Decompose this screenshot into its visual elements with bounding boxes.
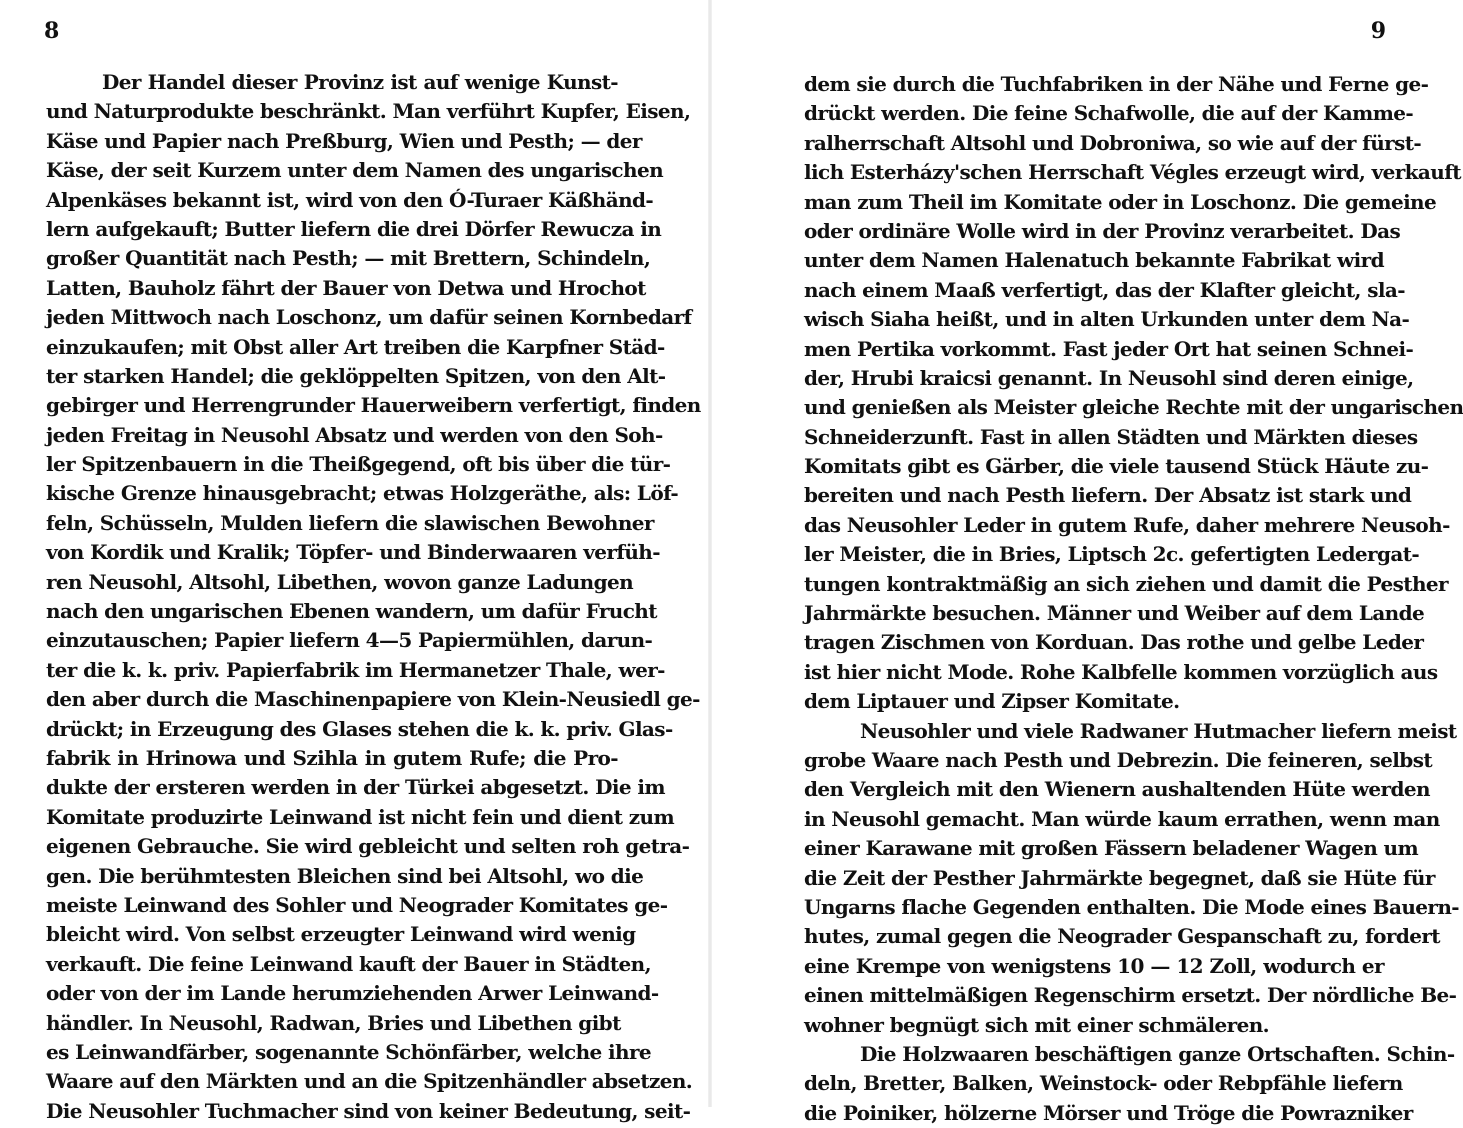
text-line: ren Neusohl, Altsohl, Libethen, wovon ganze Ladungen xyxy=(46,569,634,594)
text-line: nach den ungarischen Ebenen wandern, um dafür Frucht xyxy=(46,599,657,624)
text-line: händler. In Neusohl, Radwan, Bries und Libethen gibt xyxy=(46,1010,621,1035)
text-line: einer Karawane mit großen Fässern beladener Wagen um xyxy=(804,836,1419,861)
text-line: gebirger und Herrengrunder Hauerweibern verfertigt, finden xyxy=(46,393,701,418)
text-line: lich Esterházy'schen Herrschaft Végles erzeugt wird, verkauft xyxy=(804,160,1461,185)
text-line: dukte der ersteren werden in der Türkei abgesetzt. Die im xyxy=(46,775,665,800)
text-line: eine Krempe von wenigstens 10 — 12 Zoll, wodurch er xyxy=(804,953,1384,978)
page-body xyxy=(46,68,701,1126)
text-line: feln, Schüsseln, Mulden liefern die slawischen Bewohner xyxy=(46,510,654,535)
right-page xyxy=(712,0,1463,1125)
text-line: einen mittelmäßigen Regenschirm ersetzt. Der nördliche Be- xyxy=(804,983,1457,1008)
text-line: nach einem Maaß verfertigt, das der Klafter gleicht, sla- xyxy=(804,277,1405,302)
text-line: eigenen Gebrauche. Sie wird gebleicht und selten roh getra- xyxy=(46,834,690,859)
text-line: grobe Waare nach Pesth und Debrezin. Die feineren, selbst xyxy=(804,747,1432,772)
text-line: bleicht wird. Von selbst erzeugter Leinwand wird wenig xyxy=(46,922,636,947)
text-line: ler Spitzenbauern in die Theißgegend, oft bis über die tür- xyxy=(46,452,671,477)
text-line: und genießen als Meister gleiche Rechte mit der ungarischen xyxy=(804,395,1463,420)
text-line: jeden Mittwoch nach Loschonz, um dafür seinen Kornbedarf xyxy=(46,305,692,330)
text-line: tragen Zischmen von Korduan. Das rothe und gelbe Leder xyxy=(804,630,1424,655)
text-line: oder von der im Lande herumziehenden Arwer Leinwand- xyxy=(46,981,659,1006)
text-line: Jahrmärkte besuchen. Männer und Weiber auf dem Lande xyxy=(804,601,1425,626)
text-line: einzutauschen; Papier liefern 4—5 Papiermühlen, darun- xyxy=(46,628,653,653)
text-line: ter die k. k. priv. Papierfabrik im Hermanetzer Thale, wer- xyxy=(46,657,665,682)
text-line: men Pertika vorkommt. Fast jeder Ort hat seinen Schnei- xyxy=(804,336,1414,361)
text-line: von Kordik und Kralik; Töpfer- und Binderwaaren verfüh- xyxy=(46,540,660,565)
text-line: tungen kontraktmäßig an sich ziehen und damit die Pesther xyxy=(804,571,1448,596)
text-line: Die Neusohler Tuchmacher sind von keiner Bedeutung, seit- xyxy=(46,1098,691,1123)
text-line: Komitate produzirte Leinwand ist nicht fein und dient zum xyxy=(46,804,675,829)
text-line: gen. Die berühmtesten Bleichen sind bei Altsohl, wo die xyxy=(46,863,644,888)
text-line: unter dem Namen Halenatuch bekannte Fabrikat wird xyxy=(804,248,1384,273)
text-line: Neusohler und viele Radwaner Hutmacher liefern meist xyxy=(860,718,1457,743)
text-line: verkauft. Die feine Leinwand kauft der Bauer in Städten, xyxy=(46,951,651,976)
text-line: kische Grenze hinausgebracht; etwas Holzgeräthe, als: Löf- xyxy=(46,481,679,506)
text-line: Komitats gibt es Gärber, die viele tausend Stück Häute zu- xyxy=(804,454,1429,479)
text-line: Käse und Papier nach Preßburg, Wien und Pesth; — der xyxy=(46,128,642,153)
text-line: es Leinwandfärber, sogenannte Schönfärber, welche ihre xyxy=(46,1039,652,1064)
text-line: dem sie durch die Tuchfabriken in der Nähe und Ferne ge- xyxy=(804,72,1429,96)
text-line: meiste Leinwand des Sohler und Neograder Komitates ge- xyxy=(46,892,668,917)
text-line: fabrik in Hrinowa und Szihla in gutem Rufe; die Pro- xyxy=(46,745,618,770)
text-line: den aber durch die Maschinenpapiere von Klein-Neusiedl ge- xyxy=(46,687,700,712)
text-line: Alpenkäses bekannt ist, wird von den Ó-Turaer Käßhänd- xyxy=(46,187,654,212)
page-number: 9 xyxy=(1370,18,1386,44)
text-line: man zum Theil im Komitate oder in Loschonz. Die gemeine xyxy=(804,189,1437,214)
text-line: die Zeit der Pesther Jahrmärkte begegnet, daß sie Hüte für xyxy=(804,865,1435,890)
text-line: dem Liptauer und Zipser Komitate. xyxy=(804,689,1180,714)
left-page xyxy=(0,0,708,1123)
page-number: 8 xyxy=(44,18,60,44)
text-line: ist hier nicht Mode. Rohe Kalbfelle kommen vorzüglich aus xyxy=(804,659,1438,684)
text-line: die Poiniker, hölzerne Mörser und Tröge die Powrazniker xyxy=(804,1100,1413,1125)
text-line: großer Quantität nach Pesth; — mit Brettern, Schindeln, xyxy=(46,246,651,271)
text-line: wohner begnügt sich mit einer schmäleren. xyxy=(804,1012,1269,1037)
text-line: wisch Siaha heißt, und in alten Urkunden unter dem Na- xyxy=(804,307,1410,332)
text-line: den Vergleich mit den Wienern aushaltenden Hüte werden xyxy=(804,777,1430,802)
text-line: Käse, der seit Kurzem unter dem Namen des ungarischen xyxy=(46,158,664,183)
text-line: lern aufgekauft; Butter liefern die drei Dörfer Rewucza in xyxy=(46,216,662,241)
text-line: deln, Bretter, Balken, Weinstock- oder Rebpfähle liefern xyxy=(804,1071,1403,1096)
text-line: einzukaufen; mit Obst aller Art treiben die Karpfner Städ- xyxy=(46,334,665,359)
text-line: Schneiderzunft. Fast in allen Städten und Märkten dieses xyxy=(804,424,1418,449)
text-line: oder ordinäre Wolle wird in der Provinz verarbeitet. Das xyxy=(804,218,1401,243)
text-line: Die Holzwaaren beschäftigen ganze Ortschaften. Schin- xyxy=(860,1041,1455,1066)
text-line: bereiten und nach Pesth liefern. Der Absatz ist stark und xyxy=(804,483,1412,508)
text-line: ralherrschaft Altsohl und Dobroniwa, so wie auf der fürst- xyxy=(804,130,1422,155)
text-line: jeden Freitag in Neusohl Absatz und werden von den Soh- xyxy=(46,422,663,447)
text-line: Latten, Bauholz fährt der Bauer von Detwa und Hrochot xyxy=(46,275,646,300)
text-line: Waare auf den Märkten und an die Spitzenhändler absetzen. xyxy=(46,1069,693,1094)
page-body xyxy=(804,70,1463,1128)
text-line: Ungarns flache Gegenden enthalten. Die Mode eines Bauern- xyxy=(804,894,1459,919)
text-line: der, Hrubi kraicsi genannt. In Neusohl sind deren einige, xyxy=(804,365,1414,390)
text-line: drückt; in Erzeugung des Glases stehen die k. k. priv. Glas- xyxy=(46,716,673,741)
text-line: hutes, zumal gegen die Neograder Gespanschaft zu, fordert xyxy=(804,924,1440,949)
text-line: drückt werden. Die feine Schafwolle, die auf der Kamme- xyxy=(804,101,1414,126)
text-line: und Naturprodukte beschränkt. Man verführt Kupfer, Eisen, xyxy=(46,99,691,124)
text-line: ter starken Handel; die geklöppelten Spitzen, von den Alt- xyxy=(46,363,666,388)
text-line: ler Meister, die in Bries, Liptsch 2c. gefertigten Ledergat- xyxy=(804,542,1420,567)
text-line: in Neusohl gemacht. Man würde kaum errathen, wenn man xyxy=(804,806,1440,831)
text-line: Der Handel dieser Provinz ist auf wenige Kunst- xyxy=(102,70,618,94)
text-line: das Neusohler Leder in gutem Rufe, daher mehrere Neusoh- xyxy=(804,512,1450,537)
